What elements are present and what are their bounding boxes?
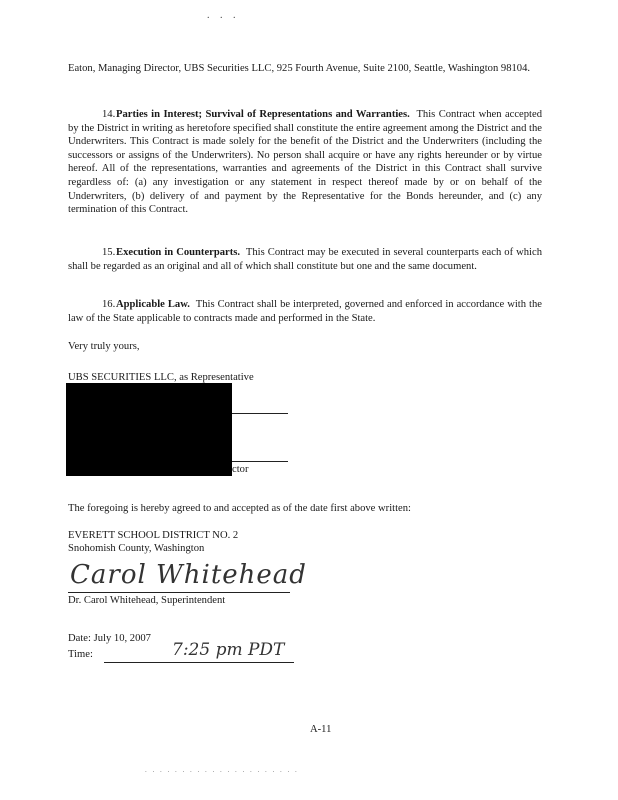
section-15-number: 15. (102, 247, 116, 258)
closing-salutation: Very truly yours, (68, 341, 140, 352)
handwritten-time: 7:25 pm PDT (172, 640, 285, 660)
signature-line-lower (232, 461, 288, 462)
scan-footer-marks: . . . . . . . . . . . . . . . . . . . . . (145, 766, 299, 774)
handwritten-signature: Carol Whitehead (70, 560, 307, 590)
district-name: EVERETT SCHOOL DISTRICT NO. 2 (68, 530, 239, 541)
intro-paragraph: Eaton, Managing Director, UBS Securities LLC, 925 Fourth Avenue, Suite 2100, Seattle, Washington 98104. (68, 63, 531, 74)
signature-line-district (68, 592, 290, 593)
signer-title-fragment: ctor (232, 464, 249, 475)
time-line (104, 662, 294, 663)
representative-name: UBS SECURITIES LLC, as Representative (68, 372, 254, 383)
section-15-body: This Contract may be executed in several counterparts each of which shall be regarded as an original and all of which shall constitute but one and the same document. (68, 247, 543, 272)
section-14-number: 14. (102, 109, 116, 120)
section-14-body: This Contract when accepted by the District in writing as heretofore specified shall constitute the entire agreement among the District and the Underwriters. This Contract is made solely for the benefit of the District and the Underwriters (including the successors or assigns of the Underwriters). No person shall acquire or have any rights hereunder or by virtue hereof. All of the representations, warranties and agreements of the District in this Contract shall survive regardless of: (a) any investigation or any statement in respect thereof made by or on behalf of the Underwriters, (b) delivery of and payment by the Representative for the Bonds hereunder, and (c) any termination of this Contract. (68, 109, 543, 216)
redaction-block (66, 383, 232, 476)
section-14-heading: Parties in Interest; Survival of Representations and Warranties. (116, 109, 410, 120)
section-16-number: 16. (102, 299, 116, 310)
section-16-heading: Applicable Law. (116, 299, 190, 310)
section-15-heading: Execution in Counterparts. (116, 247, 241, 258)
section-16 (68, 298, 542, 325)
scan-marks: . . . (207, 10, 240, 21)
date-line: Date: July 10, 2007 (68, 633, 151, 644)
section-16-body: This Contract shall be interpreted, governed and enforced in accordance with the law of the State applicable to contracts made and performed in the State. (68, 299, 542, 324)
section-14 (68, 108, 542, 217)
district-county: Snohomish County, Washington (68, 543, 205, 554)
time-label: Time: (68, 649, 93, 660)
page-number: A-11 (310, 724, 332, 735)
section-15 (68, 246, 542, 273)
acceptance-statement: The foregoing is hereby agreed to and accepted as of the date first above written: (68, 503, 411, 514)
district-signer: Dr. Carol Whitehead, Superintendent (68, 595, 226, 606)
signature-line-upper (232, 413, 288, 414)
